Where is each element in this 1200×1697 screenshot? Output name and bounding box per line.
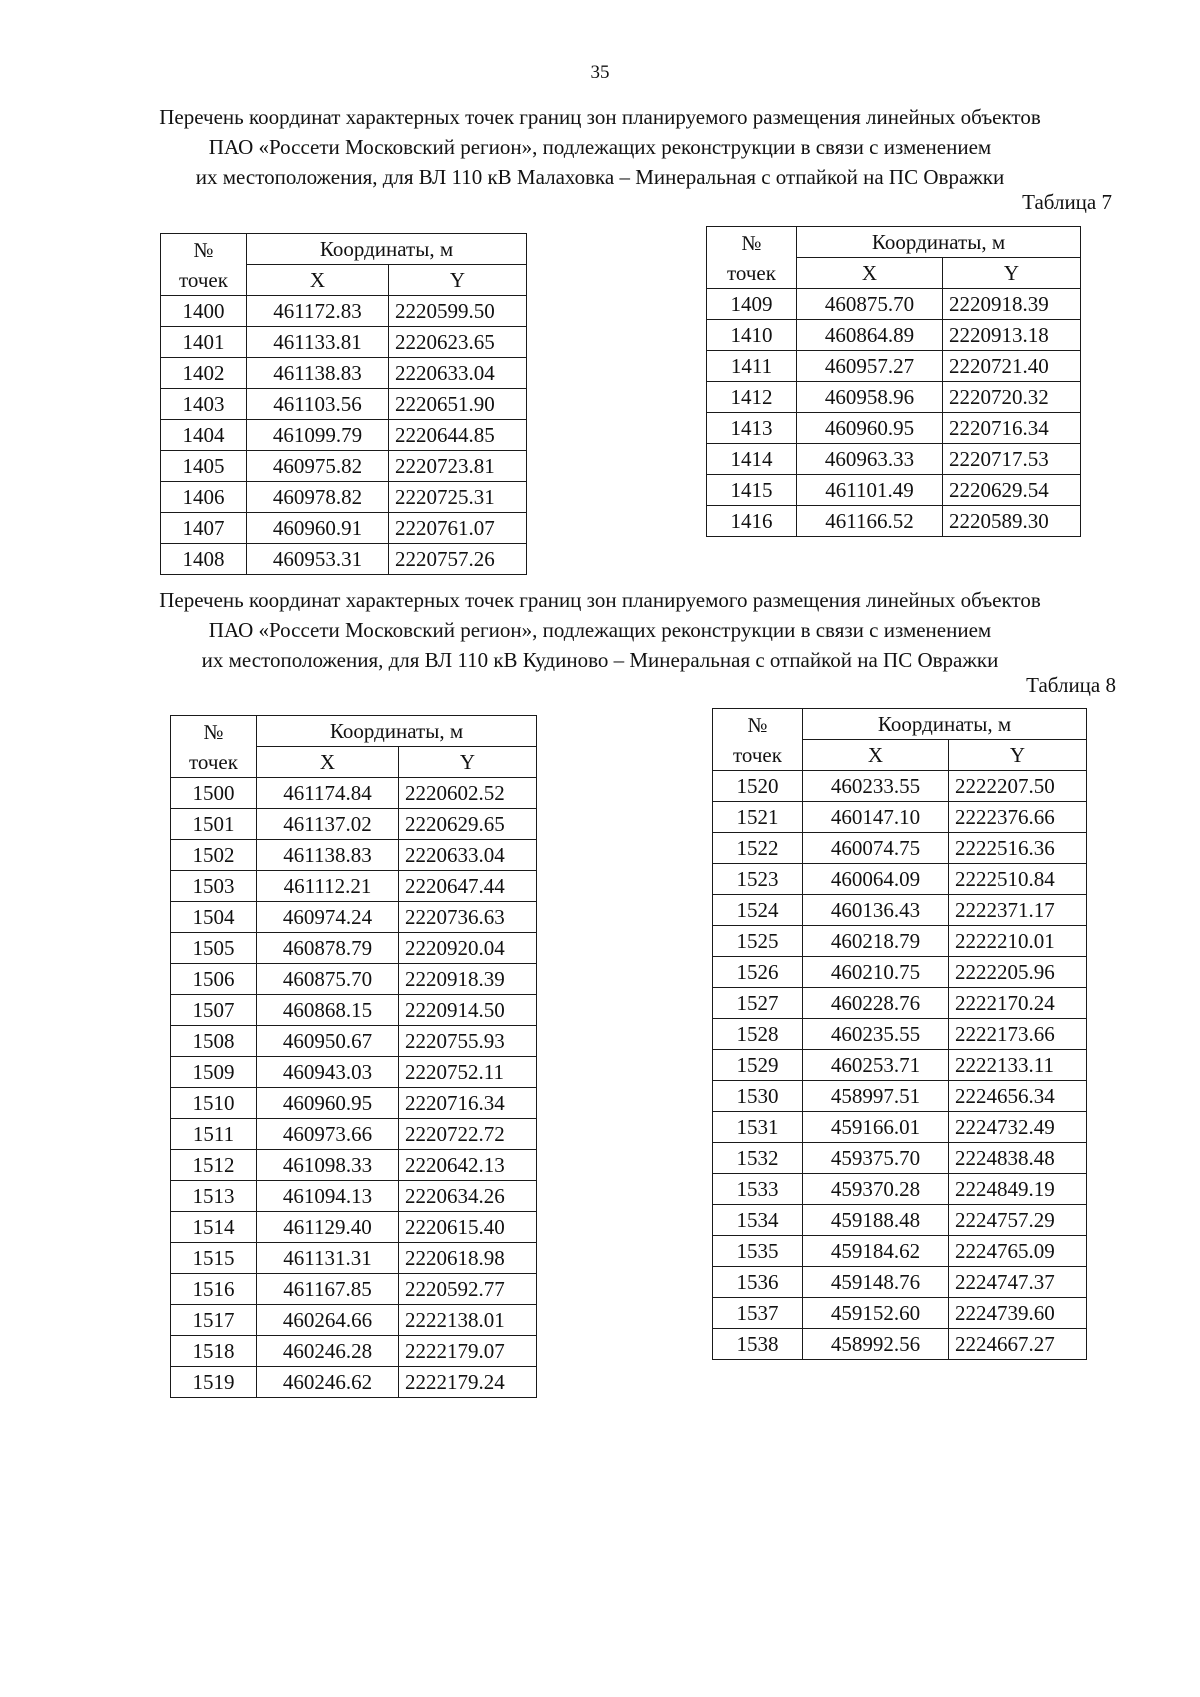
table-row: [171, 1119, 537, 1150]
table-row: [161, 358, 527, 389]
y-coordinate-cell: 2220592.77: [399, 1274, 537, 1305]
y-coordinate-cell: 2220723.81: [389, 451, 527, 482]
x-coordinate-cell: 461129.40: [257, 1212, 399, 1243]
x-coordinate-cell: 461138.83: [247, 358, 389, 389]
point-number-cell: 1505: [171, 933, 257, 964]
table-row: [713, 1267, 1087, 1298]
header-number-sign: №: [747, 712, 768, 737]
table-row: [171, 1088, 537, 1119]
table-row: [713, 1081, 1087, 1112]
table-row: [161, 327, 527, 358]
point-number-header: [161, 234, 247, 296]
point-number-cell: 1537: [713, 1298, 803, 1329]
table-row: [707, 382, 1081, 413]
point-number-header: [713, 709, 803, 771]
x-coordinate-cell: 461138.83: [257, 840, 399, 871]
y-coordinate-cell: 2220599.50: [389, 296, 527, 327]
table-row: [171, 840, 537, 871]
table-row: [171, 1243, 537, 1274]
x-coordinate-cell: 459184.62: [803, 1236, 949, 1267]
point-number-cell: 1531: [713, 1112, 803, 1143]
heading-line: их местоположения, для ВЛ 110 кВ Малаховка – Минеральная с отпайкой на ПС Овражки: [195, 165, 1005, 189]
table-row: [171, 1336, 537, 1367]
point-number-cell: 1519: [171, 1367, 257, 1398]
y-coordinate-cell: 2224732.49: [949, 1112, 1087, 1143]
table-row: [707, 320, 1081, 351]
table-row: [161, 296, 527, 327]
header-number-sign: №: [193, 237, 214, 262]
x-coordinate-cell: 460210.75: [803, 957, 949, 988]
y-coordinate-cell: 2220755.93: [399, 1026, 537, 1057]
heading-line: Перечень координат характерных точек границ зон планируемого размещения линейных объектов: [159, 588, 1041, 612]
x-coordinate-cell: 461098.33: [257, 1150, 399, 1181]
x-coordinate-cell: 461112.21: [257, 871, 399, 902]
y-coordinate-cell: 2220633.04: [389, 358, 527, 389]
point-number-cell: 1509: [171, 1057, 257, 1088]
point-number-cell: 1514: [171, 1212, 257, 1243]
y-coordinate-cell: 2222207.50: [949, 771, 1087, 802]
y-coordinate-cell: 2224667.27: [949, 1329, 1087, 1360]
x-coordinate-cell: 460228.76: [803, 988, 949, 1019]
table-row: [713, 1112, 1087, 1143]
table-row: [713, 771, 1087, 802]
y-coordinate-cell: 2224757.29: [949, 1205, 1087, 1236]
y-coordinate-cell: 2220642.13: [399, 1150, 537, 1181]
y-coordinate-cell: 2224765.09: [949, 1236, 1087, 1267]
point-number-cell: 1507: [171, 995, 257, 1026]
table-row: [171, 1026, 537, 1057]
y-coordinate-cell: 2222138.01: [399, 1305, 537, 1336]
point-number-cell: 1532: [713, 1143, 803, 1174]
table-7-left: [160, 233, 527, 575]
table-8-right: [712, 708, 1087, 1360]
point-number-cell: 1405: [161, 451, 247, 482]
table-row: [161, 544, 527, 575]
header-number-sign: №: [203, 719, 224, 744]
y-coordinate-cell: 2220920.04: [399, 933, 537, 964]
table-row: [713, 1174, 1087, 1205]
table-row: [713, 1236, 1087, 1267]
table-row: [707, 475, 1081, 506]
heading-line: Перечень координат характерных точек границ зон планируемого размещения линейных объектов: [159, 105, 1041, 129]
x-coordinate-cell: 461137.02: [257, 809, 399, 840]
table-row: [171, 902, 537, 933]
y-coordinate-cell: 2220752.11: [399, 1057, 537, 1088]
table-row: [707, 289, 1081, 320]
x-coordinate-cell: 460218.79: [803, 926, 949, 957]
y-coordinate-cell: 2220918.39: [399, 964, 537, 995]
table-row: [713, 926, 1087, 957]
x-coordinate-cell: 459152.60: [803, 1298, 949, 1329]
x-coordinate-cell: 460978.82: [247, 482, 389, 513]
y-coordinate-cell: 2224838.48: [949, 1143, 1087, 1174]
table-row: [161, 513, 527, 544]
y-coordinate-cell: 2220918.39: [943, 289, 1081, 320]
y-coordinate-cell: 2222133.11: [949, 1050, 1087, 1081]
x-coordinate-cell: 461099.79: [247, 420, 389, 451]
point-number-cell: 1412: [707, 382, 797, 413]
point-number-cell: 1407: [161, 513, 247, 544]
point-number-cell: 1522: [713, 833, 803, 864]
point-number-cell: 1517: [171, 1305, 257, 1336]
table-row: [171, 933, 537, 964]
x-coordinate-cell: 461103.56: [247, 389, 389, 420]
table-row: [713, 988, 1087, 1019]
y-coordinate-cell: 2224849.19: [949, 1174, 1087, 1205]
y-coordinate-cell: 2220914.50: [399, 995, 537, 1026]
point-number-cell: 1524: [713, 895, 803, 926]
y-coordinate-cell: 2220716.34: [399, 1088, 537, 1119]
x-coordinate-cell: 460246.28: [257, 1336, 399, 1367]
x-coordinate-cell: 460960.95: [797, 413, 943, 444]
point-number-cell: 1520: [713, 771, 803, 802]
point-number-cell: 1500: [171, 778, 257, 809]
y-coordinate-cell: 2220615.40: [399, 1212, 537, 1243]
point-number-cell: 1506: [171, 964, 257, 995]
table-row: [713, 1329, 1087, 1360]
table-row: [713, 1205, 1087, 1236]
y-coordinate-cell: 2220721.40: [943, 351, 1081, 382]
point-number-cell: 1410: [707, 320, 797, 351]
x-coordinate-cell: 460957.27: [797, 351, 943, 382]
y-coordinate-cell: 2222173.66: [949, 1019, 1087, 1050]
table-row: [171, 1057, 537, 1088]
point-number-cell: 1416: [707, 506, 797, 537]
y-coordinate-cell: 2220651.90: [389, 389, 527, 420]
x-coordinate-cell: 461131.31: [257, 1243, 399, 1274]
x-coordinate-cell: 460960.95: [257, 1088, 399, 1119]
x-coordinate-cell: 459188.48: [803, 1205, 949, 1236]
table-row: [713, 957, 1087, 988]
y-coordinate-cell: 2220720.32: [943, 382, 1081, 413]
x-coordinate-cell: 460246.62: [257, 1367, 399, 1398]
x-coordinate-cell: 458992.56: [803, 1329, 949, 1360]
x-header: X: [257, 747, 399, 778]
y-coordinate-cell: 2220722.72: [399, 1119, 537, 1150]
x-coordinate-cell: 461101.49: [797, 475, 943, 506]
table-row: [713, 833, 1087, 864]
table-row: [161, 482, 527, 513]
y-coordinate-cell: 2222179.07: [399, 1336, 537, 1367]
point-number-cell: 1501: [171, 809, 257, 840]
y-coordinate-cell: 2224739.60: [949, 1298, 1087, 1329]
table-row: [171, 778, 537, 809]
point-number-cell: 1510: [171, 1088, 257, 1119]
y-coordinate-cell: 2220589.30: [943, 506, 1081, 537]
point-number-cell: 1516: [171, 1274, 257, 1305]
heading-line: их местоположения, для ВЛ 110 кВ Кудиново – Минеральная с отпайкой на ПС Овражки: [201, 648, 999, 672]
x-coordinate-cell: 461167.85: [257, 1274, 399, 1305]
x-coordinate-cell: 460963.33: [797, 444, 943, 475]
x-coordinate-cell: 459370.28: [803, 1174, 949, 1205]
x-coordinate-cell: 460264.66: [257, 1305, 399, 1336]
section-heading-table-7: [60, 102, 1140, 192]
table-row: [171, 871, 537, 902]
x-coordinate-cell: 460147.10: [803, 802, 949, 833]
point-number-cell: 1533: [713, 1174, 803, 1205]
point-number-cell: 1503: [171, 871, 257, 902]
point-number-cell: 1512: [171, 1150, 257, 1181]
heading-line: ПАО «Россети Московский регион», подлежащих реконструкции в связи с изменением: [208, 618, 992, 642]
point-number-cell: 1521: [713, 802, 803, 833]
header-points-word: точек: [179, 267, 228, 292]
point-number-cell: 1538: [713, 1329, 803, 1360]
table-7-right: [706, 226, 1081, 537]
table-row: [707, 351, 1081, 382]
x-coordinate-cell: 458997.51: [803, 1081, 949, 1112]
table-row: [171, 1305, 537, 1336]
table-row: [161, 420, 527, 451]
point-number-cell: 1518: [171, 1336, 257, 1367]
page-number: 35: [590, 62, 610, 83]
table-row: [171, 1367, 537, 1398]
x-coordinate-cell: 459166.01: [803, 1112, 949, 1143]
table-8-label: Таблица 8: [1026, 673, 1116, 697]
y-coordinate-cell: 2222179.24: [399, 1367, 537, 1398]
table-row: [713, 895, 1087, 926]
y-coordinate-cell: 2220633.04: [399, 840, 537, 871]
y-header: Y: [949, 740, 1087, 771]
point-number-cell: 1523: [713, 864, 803, 895]
point-number-cell: 1513: [171, 1181, 257, 1212]
point-number-cell: 1411: [707, 351, 797, 382]
point-number-cell: 1401: [161, 327, 247, 358]
y-coordinate-cell: 2220736.63: [399, 902, 537, 933]
x-coordinate-cell: 461166.52: [797, 506, 943, 537]
table-row: [171, 995, 537, 1026]
x-coordinate-cell: 460878.79: [257, 933, 399, 964]
y-coordinate-cell: 2222170.24: [949, 988, 1087, 1019]
y-coordinate-cell: 2220629.65: [399, 809, 537, 840]
table-row: [707, 444, 1081, 475]
point-number-cell: 1400: [161, 296, 247, 327]
y-coordinate-cell: 2220634.26: [399, 1181, 537, 1212]
x-coordinate-cell: 460864.89: [797, 320, 943, 351]
x-coordinate-cell: 460136.43: [803, 895, 949, 926]
table-row: [713, 1019, 1087, 1050]
x-header: X: [247, 265, 389, 296]
x-coordinate-cell: 460868.15: [257, 995, 399, 1026]
point-number-cell: 1526: [713, 957, 803, 988]
y-coordinate-cell: 2222516.36: [949, 833, 1087, 864]
header-number-sign: №: [741, 230, 762, 255]
point-number-cell: 1525: [713, 926, 803, 957]
point-number-cell: 1534: [713, 1205, 803, 1236]
point-number-cell: 1511: [171, 1119, 257, 1150]
y-header: Y: [399, 747, 537, 778]
x-coordinate-cell: 459148.76: [803, 1267, 949, 1298]
y-coordinate-cell: 2220913.18: [943, 320, 1081, 351]
x-coordinate-cell: 461174.84: [257, 778, 399, 809]
header-points-word: точек: [189, 749, 238, 774]
point-number-cell: 1406: [161, 482, 247, 513]
table-row: [171, 964, 537, 995]
x-coordinate-cell: 459375.70: [803, 1143, 949, 1174]
table-7-label: Таблица 7: [1022, 190, 1112, 214]
table-8-left: [170, 715, 537, 1398]
point-number-cell: 1527: [713, 988, 803, 1019]
point-number-cell: 1408: [161, 544, 247, 575]
table-row: [713, 1143, 1087, 1174]
y-coordinate-cell: 2222510.84: [949, 864, 1087, 895]
x-coordinate-cell: 461094.13: [257, 1181, 399, 1212]
point-number-cell: 1402: [161, 358, 247, 389]
x-coordinate-cell: 460235.55: [803, 1019, 949, 1050]
point-number-cell: 1504: [171, 902, 257, 933]
point-number-cell: 1414: [707, 444, 797, 475]
coordinates-header: Координаты, м: [797, 227, 1081, 258]
table-row: [713, 802, 1087, 833]
x-coordinate-cell: 461133.81: [247, 327, 389, 358]
point-number-cell: 1529: [713, 1050, 803, 1081]
point-number-cell: 1409: [707, 289, 797, 320]
y-coordinate-cell: 2222376.66: [949, 802, 1087, 833]
point-number-cell: 1508: [171, 1026, 257, 1057]
table-row: [707, 506, 1081, 537]
point-number-cell: 1530: [713, 1081, 803, 1112]
y-coordinate-cell: 2220647.44: [399, 871, 537, 902]
x-coordinate-cell: 460074.75: [803, 833, 949, 864]
y-header: Y: [943, 258, 1081, 289]
y-coordinate-cell: 2220602.52: [399, 778, 537, 809]
table-row: [161, 389, 527, 420]
table-row: [171, 1274, 537, 1305]
y-coordinate-cell: 2222210.01: [949, 926, 1087, 957]
y-coordinate-cell: 2220623.65: [389, 327, 527, 358]
y-coordinate-cell: 2222371.17: [949, 895, 1087, 926]
heading-line: ПАО «Россети Московский регион», подлежащих реконструкции в связи с изменением: [208, 135, 992, 159]
y-coordinate-cell: 2220761.07: [389, 513, 527, 544]
point-number-cell: 1515: [171, 1243, 257, 1274]
x-header: X: [803, 740, 949, 771]
x-header: X: [797, 258, 943, 289]
point-number-cell: 1404: [161, 420, 247, 451]
point-number-header: [707, 227, 797, 289]
x-coordinate-cell: 460960.91: [247, 513, 389, 544]
table-row: [713, 1050, 1087, 1081]
point-number-cell: 1415: [707, 475, 797, 506]
x-coordinate-cell: 460950.67: [257, 1026, 399, 1057]
header-points-word: точек: [727, 260, 776, 285]
table-row: [707, 413, 1081, 444]
point-number-cell: 1413: [707, 413, 797, 444]
y-coordinate-cell: 2220644.85: [389, 420, 527, 451]
y-coordinate-cell: 2220757.26: [389, 544, 527, 575]
coordinates-header: Координаты, м: [803, 709, 1087, 740]
table-row: [713, 1298, 1087, 1329]
point-number-cell: 1403: [161, 389, 247, 420]
x-coordinate-cell: 460958.96: [797, 382, 943, 413]
header-points-word: точек: [733, 742, 782, 767]
table-row: [171, 809, 537, 840]
y-coordinate-cell: 2220629.54: [943, 475, 1081, 506]
x-coordinate-cell: 460253.71: [803, 1050, 949, 1081]
y-coordinate-cell: 2220618.98: [399, 1243, 537, 1274]
point-number-header: [171, 716, 257, 778]
y-coordinate-cell: 2220725.31: [389, 482, 527, 513]
table-row: [713, 864, 1087, 895]
x-coordinate-cell: 460875.70: [797, 289, 943, 320]
x-coordinate-cell: 461172.83: [247, 296, 389, 327]
y-coordinate-cell: 2220716.34: [943, 413, 1081, 444]
x-coordinate-cell: 460953.31: [247, 544, 389, 575]
y-header: Y: [389, 265, 527, 296]
y-coordinate-cell: 2220717.53: [943, 444, 1081, 475]
x-coordinate-cell: 460943.03: [257, 1057, 399, 1088]
x-coordinate-cell: 460975.82: [247, 451, 389, 482]
x-coordinate-cell: 460973.66: [257, 1119, 399, 1150]
coordinates-header: Координаты, м: [247, 234, 527, 265]
point-number-cell: 1536: [713, 1267, 803, 1298]
x-coordinate-cell: 460233.55: [803, 771, 949, 802]
x-coordinate-cell: 460875.70: [257, 964, 399, 995]
table-row: [171, 1150, 537, 1181]
point-number-cell: 1535: [713, 1236, 803, 1267]
y-coordinate-cell: 2222205.96: [949, 957, 1087, 988]
section-heading-table-8: [60, 585, 1140, 675]
y-coordinate-cell: 2224747.37: [949, 1267, 1087, 1298]
x-coordinate-cell: 460974.24: [257, 902, 399, 933]
coordinates-header: Координаты, м: [257, 716, 537, 747]
y-coordinate-cell: 2224656.34: [949, 1081, 1087, 1112]
table-row: [171, 1212, 537, 1243]
x-coordinate-cell: 460064.09: [803, 864, 949, 895]
point-number-cell: 1502: [171, 840, 257, 871]
point-number-cell: 1528: [713, 1019, 803, 1050]
table-row: [171, 1181, 537, 1212]
table-row: [161, 451, 527, 482]
